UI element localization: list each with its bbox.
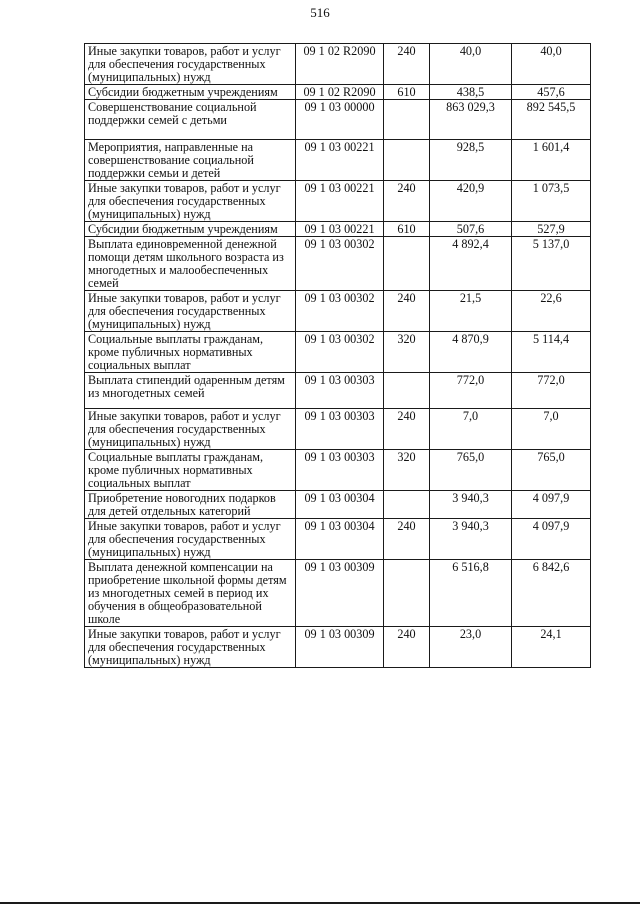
item-name: Иные закупки товаров, работ и услуг для обеспечения государственных (муниципальных) нужд (85, 627, 296, 668)
expense-type (384, 560, 430, 627)
item-name: Выплата единовременной денежной помощи детям школьного возраста из многодетных и малообеспеченных семей (85, 237, 296, 291)
amount-year-1: 765,0 (430, 450, 512, 491)
item-name: Выплата стипендий одаренным детям из многодетных семей (85, 373, 296, 409)
item-name: Иные закупки товаров, работ и услуг для обеспечения государственных (муниципальных) нужд (85, 519, 296, 560)
table-row (85, 291, 591, 332)
item-name: Субсидии бюджетным учреждениям (85, 85, 296, 100)
table-row (85, 373, 591, 409)
amount-year-2: 5 114,4 (512, 332, 591, 373)
item-code: 09 1 03 00221 (296, 222, 384, 237)
item-code: 09 1 03 00309 (296, 560, 384, 627)
amount-year-1: 3 940,3 (430, 519, 512, 560)
amount-year-2: 5 137,0 (512, 237, 591, 291)
expense-type: 240 (384, 519, 430, 560)
amount-year-2: 527,9 (512, 222, 591, 237)
item-code: 09 1 03 00309 (296, 627, 384, 668)
item-code: 09 1 03 00303 (296, 450, 384, 491)
expense-type: 610 (384, 222, 430, 237)
table-row (85, 100, 591, 140)
expense-type: 240 (384, 627, 430, 668)
table-row (85, 450, 591, 491)
amount-year-1: 507,6 (430, 222, 512, 237)
expense-type: 240 (384, 181, 430, 222)
item-code: 09 1 03 00302 (296, 291, 384, 332)
amount-year-1: 21,5 (430, 291, 512, 332)
item-name: Социальные выплаты гражданам, кроме публичных нормативных социальных выплат (85, 450, 296, 491)
expense-type: 240 (384, 291, 430, 332)
item-code: 09 1 03 00304 (296, 519, 384, 560)
table-row (85, 332, 591, 373)
table-row (85, 491, 591, 519)
item-name: Социальные выплаты гражданам, кроме публичных нормативных социальных выплат (85, 332, 296, 373)
table-row (85, 181, 591, 222)
amount-year-1: 23,0 (430, 627, 512, 668)
table-row (85, 409, 591, 450)
amount-year-2: 765,0 (512, 450, 591, 491)
amount-year-1: 7,0 (430, 409, 512, 450)
amount-year-1: 772,0 (430, 373, 512, 409)
expense-type (384, 100, 430, 140)
amount-year-1: 438,5 (430, 85, 512, 100)
page-number: 516 (310, 5, 330, 20)
table-row (85, 237, 591, 291)
expense-type: 240 (384, 409, 430, 450)
amount-year-2: 4 097,9 (512, 519, 591, 560)
table-row (85, 85, 591, 100)
item-code: 09 1 03 00304 (296, 491, 384, 519)
item-code: 09 1 02 R2090 (296, 44, 384, 85)
item-name: Выплата денежной компенсации на приобретение школьной формы детям из многодетных семей в период их обучения в общеобразовательной школе (85, 560, 296, 627)
item-name: Приобретение новогодних подарков для детей отдельных категорий (85, 491, 296, 519)
budget-table (84, 43, 591, 668)
item-name: Иные закупки товаров, работ и услуг для обеспечения государственных (муниципальных) нужд (85, 291, 296, 332)
item-name: Субсидии бюджетным учреждениям (85, 222, 296, 237)
table-row (85, 560, 591, 627)
amount-year-2: 772,0 (512, 373, 591, 409)
amount-year-1: 40,0 (430, 44, 512, 85)
amount-year-2: 892 545,5 (512, 100, 591, 140)
table-row (85, 519, 591, 560)
expense-type: 240 (384, 44, 430, 85)
amount-year-1: 928,5 (430, 140, 512, 181)
item-name: Иные закупки товаров, работ и услуг для обеспечения государственных (муниципальных) нужд (85, 44, 296, 85)
expense-type: 610 (384, 85, 430, 100)
amount-year-2: 24,1 (512, 627, 591, 668)
item-name: Иные закупки товаров, работ и услуг для обеспечения государственных (муниципальных) нужд (85, 409, 296, 450)
item-code: 09 1 02 R2090 (296, 85, 384, 100)
amount-year-1: 4 870,9 (430, 332, 512, 373)
amount-year-2: 22,6 (512, 291, 591, 332)
expense-type (384, 373, 430, 409)
item-code: 09 1 03 00000 (296, 100, 384, 140)
item-name: Совершенствование социальной поддержки семей с детьми (85, 100, 296, 140)
amount-year-2: 1 601,4 (512, 140, 591, 181)
item-code: 09 1 03 00221 (296, 140, 384, 181)
expense-type (384, 140, 430, 181)
expense-type: 320 (384, 450, 430, 491)
amount-year-2: 7,0 (512, 409, 591, 450)
amount-year-1: 420,9 (430, 181, 512, 222)
amount-year-1: 3 940,3 (430, 491, 512, 519)
item-code: 09 1 03 00221 (296, 181, 384, 222)
amount-year-2: 1 073,5 (512, 181, 591, 222)
table-row (85, 140, 591, 181)
amount-year-2: 4 097,9 (512, 491, 591, 519)
expense-type (384, 237, 430, 291)
amount-year-2: 457,6 (512, 85, 591, 100)
amount-year-2: 40,0 (512, 44, 591, 85)
expense-type (384, 491, 430, 519)
table-row (85, 44, 591, 85)
item-code: 09 1 03 00302 (296, 332, 384, 373)
item-code: 09 1 03 00303 (296, 409, 384, 450)
table-row (85, 222, 591, 237)
item-name: Иные закупки товаров, работ и услуг для обеспечения государственных (муниципальных) нужд (85, 181, 296, 222)
table-row (85, 627, 591, 668)
item-code: 09 1 03 00303 (296, 373, 384, 409)
amount-year-1: 4 892,4 (430, 237, 512, 291)
bottom-rule (0, 902, 640, 904)
item-name: Мероприятия, направленные на совершенствование социальной поддержки семьи и детей (85, 140, 296, 181)
expense-type: 320 (384, 332, 430, 373)
amount-year-1: 863 029,3 (430, 100, 512, 140)
item-code: 09 1 03 00302 (296, 237, 384, 291)
amount-year-1: 6 516,8 (430, 560, 512, 627)
amount-year-2: 6 842,6 (512, 560, 591, 627)
